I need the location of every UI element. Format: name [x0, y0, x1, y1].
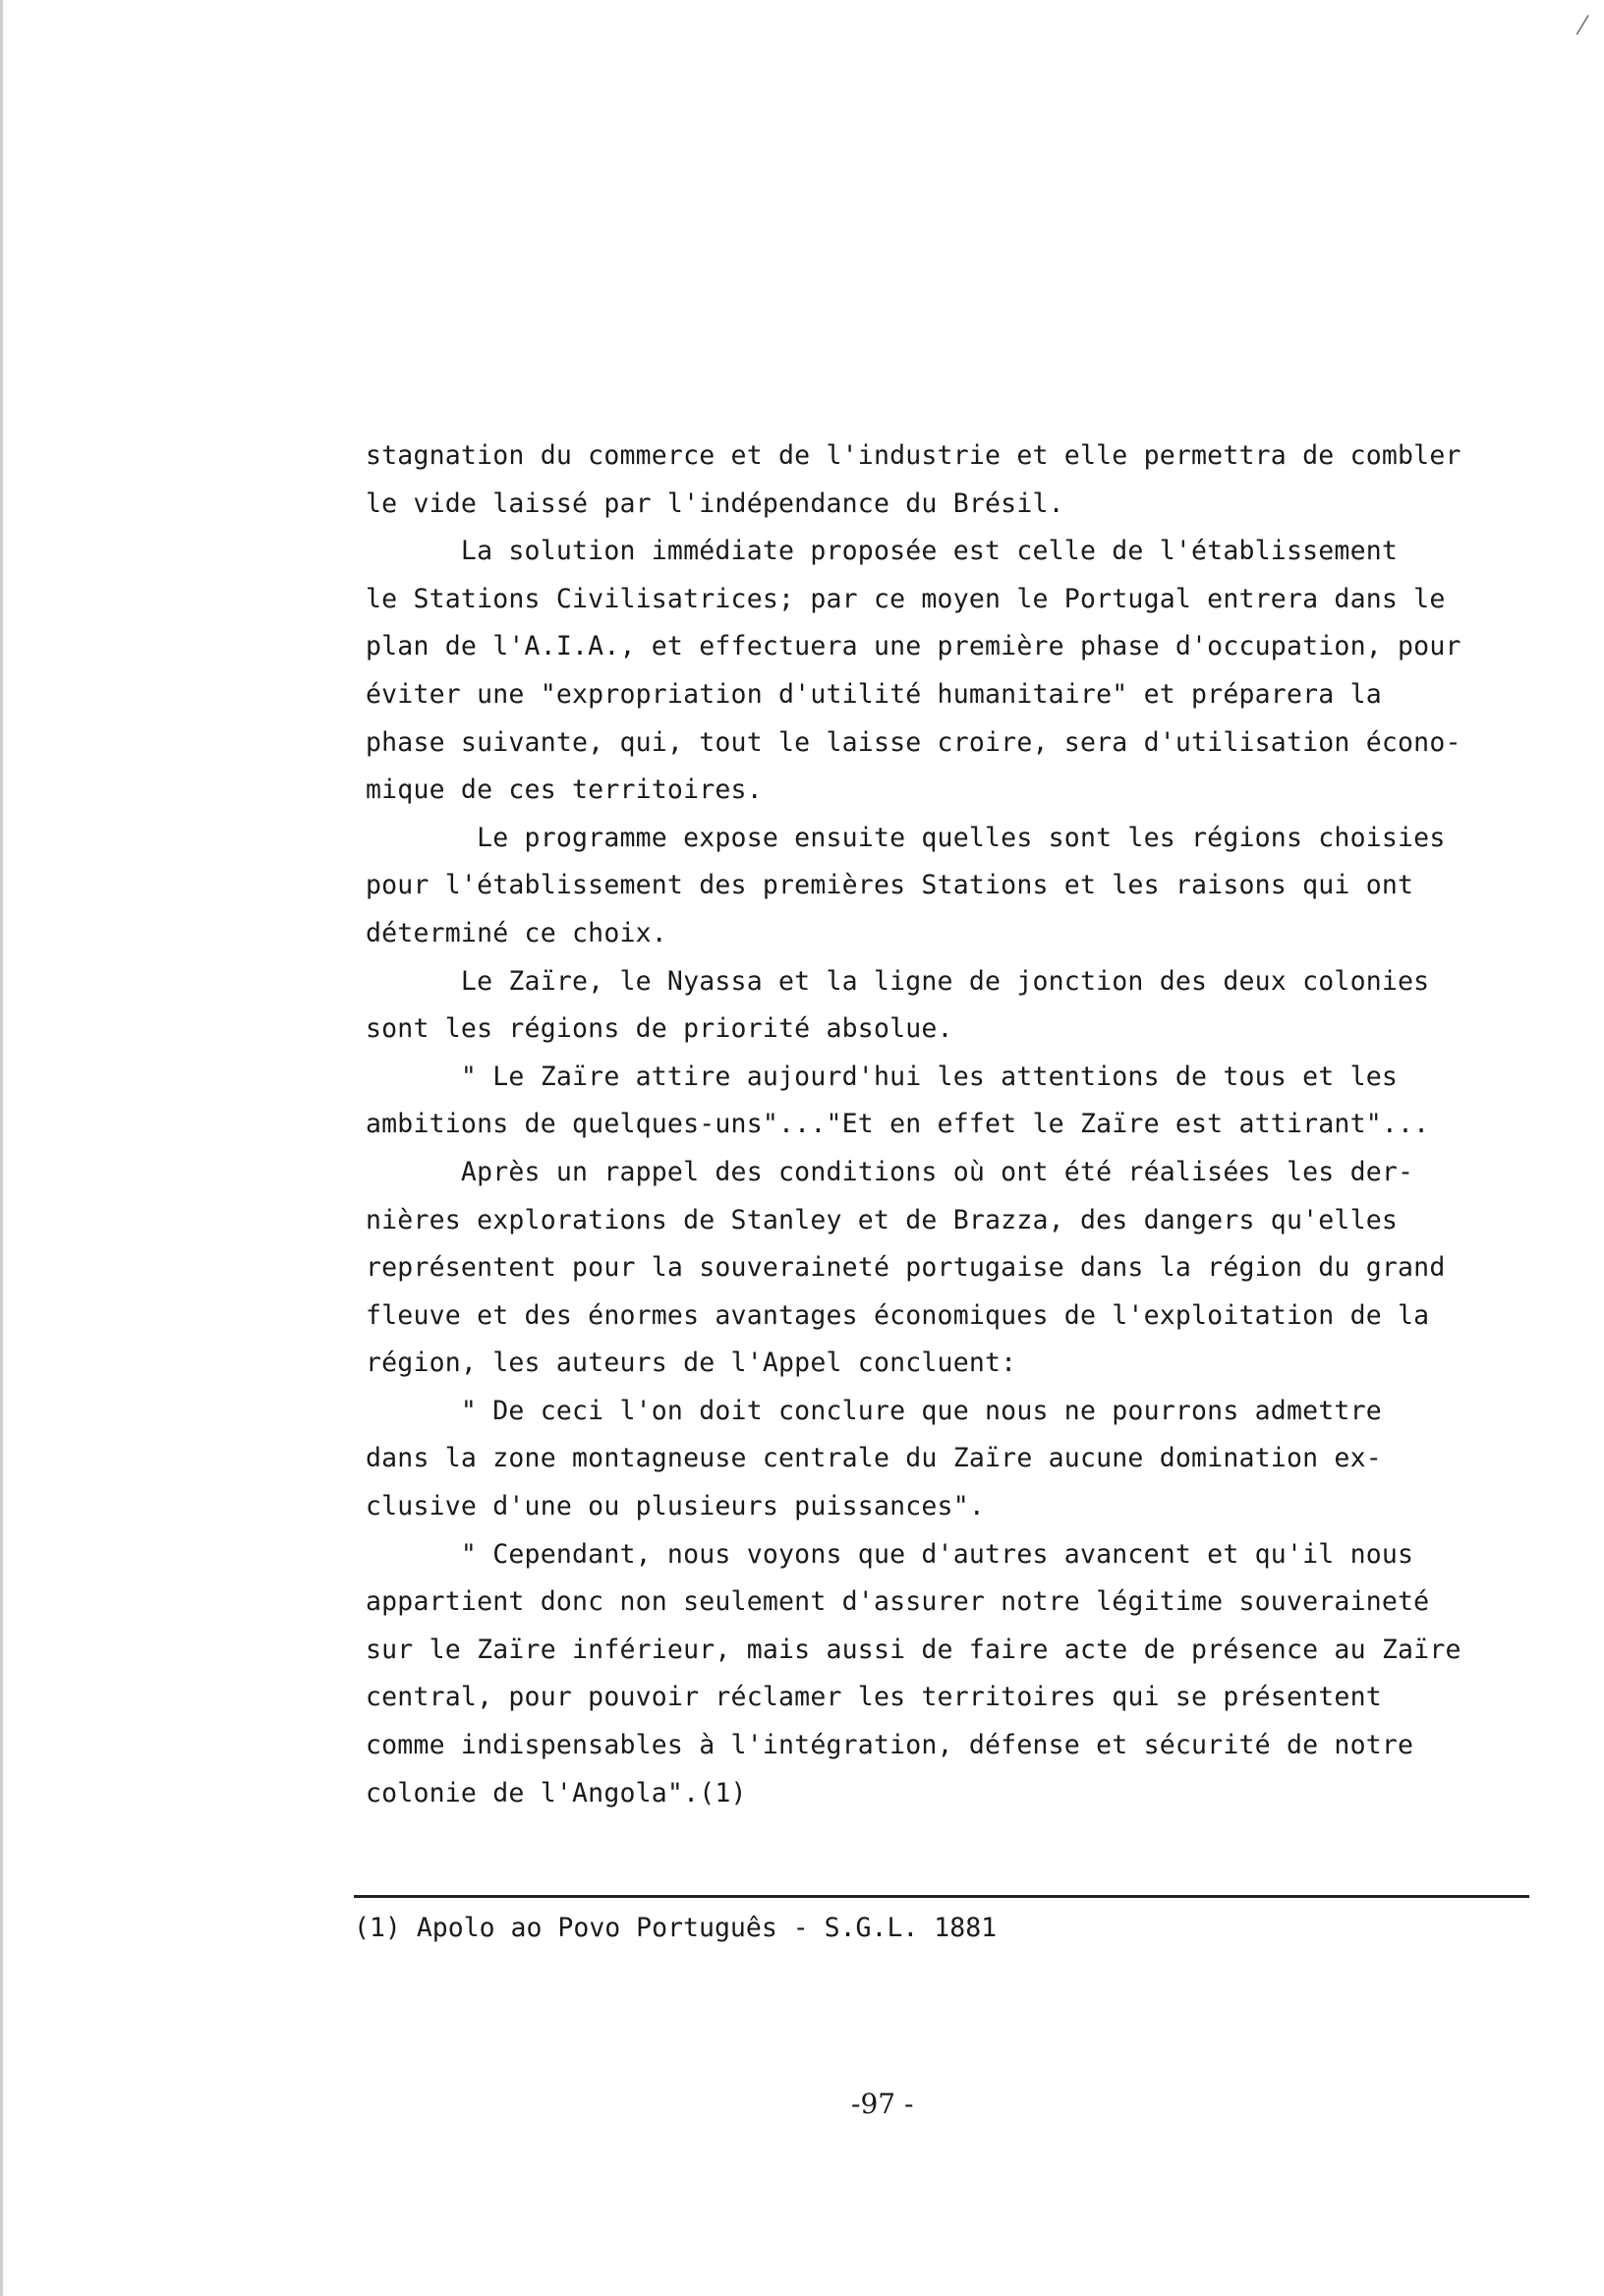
- text-line: phase suivante, qui, tout le laisse croire, sera d'utilisation écono-: [366, 726, 1461, 758]
- scan-mark: ⁄: [1580, 12, 1585, 41]
- text-line: clusive d'une ou plusieurs puissances".: [366, 1491, 986, 1522]
- text-line: appartient donc non seulement d'assurer notre légitime souveraineté: [366, 1586, 1430, 1618]
- text-line: dans la zone montagneuse centrale du Zaïre aucune domination ex-: [366, 1443, 1382, 1474]
- text-line: Après un rappel des conditions où ont été réalisées les der-: [366, 1156, 1414, 1187]
- text-line: fleuve et des énormes avantages économiques de l'exploitation de la: [366, 1299, 1430, 1331]
- text-line: La solution immédiate proposée est celle de l'établissement: [366, 536, 1399, 567]
- text-line: représentent pour la souveraineté portugaise dans la région du grand: [366, 1252, 1446, 1284]
- text-line: région, les auteurs de l'Appel concluent:: [366, 1348, 1017, 1379]
- text-line: " De ceci l'on doit conclure que nous ne pourrons admettre: [366, 1395, 1382, 1426]
- text-line: pour l'établissement des premières Stations et les raisons qui ont: [366, 870, 1414, 901]
- text-line: stagnation du commerce et de l'industrie et elle permettra de combler: [366, 440, 1461, 471]
- footnote-divider: [354, 1895, 1529, 1898]
- text-line: central, pour pouvoir réclamer les territoires qui se présentent: [366, 1682, 1382, 1713]
- text-line: " Le Zaïre attire aujourd'hui les attentions de tous et les: [366, 1061, 1399, 1092]
- text-line: plan de l'A.I.A., et effectuera une première phase d'occupation, pour: [366, 631, 1461, 662]
- scan-left-edge: [0, 0, 3, 2296]
- body-text: [366, 432, 1584, 1817]
- text-line: comme indispensables à l'intégration, défense et sécurité de notre: [366, 1730, 1414, 1761]
- text-line: " Cependant, nous voyons que d'autres avancent et qu'il nous: [366, 1538, 1414, 1570]
- text-line: colonie de l'Angola".(1): [366, 1777, 747, 1808]
- text-line: le vide laissé par l'indépendance du Brésil.: [366, 488, 1064, 519]
- text-line: déterminé ce choix.: [366, 917, 667, 948]
- page-number: -97 -: [851, 2088, 914, 2120]
- text-line: Le Zaïre, le Nyassa et la ligne de jonction des deux colonies: [366, 965, 1430, 997]
- text-line: nières explorations de Stanley et de Brazza, des dangers qu'elles: [366, 1204, 1399, 1235]
- text-line: éviter une "expropriation d'utilité humanitaire" et préparera la: [366, 678, 1382, 710]
- text-line: le Stations Civilisatrices; par ce moyen le Portugal entrera dans le: [366, 583, 1446, 614]
- text-line: sont les régions de priorité absolue.: [366, 1013, 953, 1045]
- footnote: (1) Apolo ao Povo Português - S.G.L. 1881: [354, 1913, 998, 1943]
- text-line: sur le Zaïre inférieur, mais aussi de faire acte de présence au Zaïre: [366, 1634, 1461, 1665]
- text-line: ambitions de quelques-uns"..."Et en effet le Zaïre est attirant"...: [366, 1109, 1430, 1140]
- text-line: Le programme expose ensuite quelles sont les régions choisies: [366, 822, 1446, 853]
- text-line: mique de ces territoires.: [366, 775, 763, 806]
